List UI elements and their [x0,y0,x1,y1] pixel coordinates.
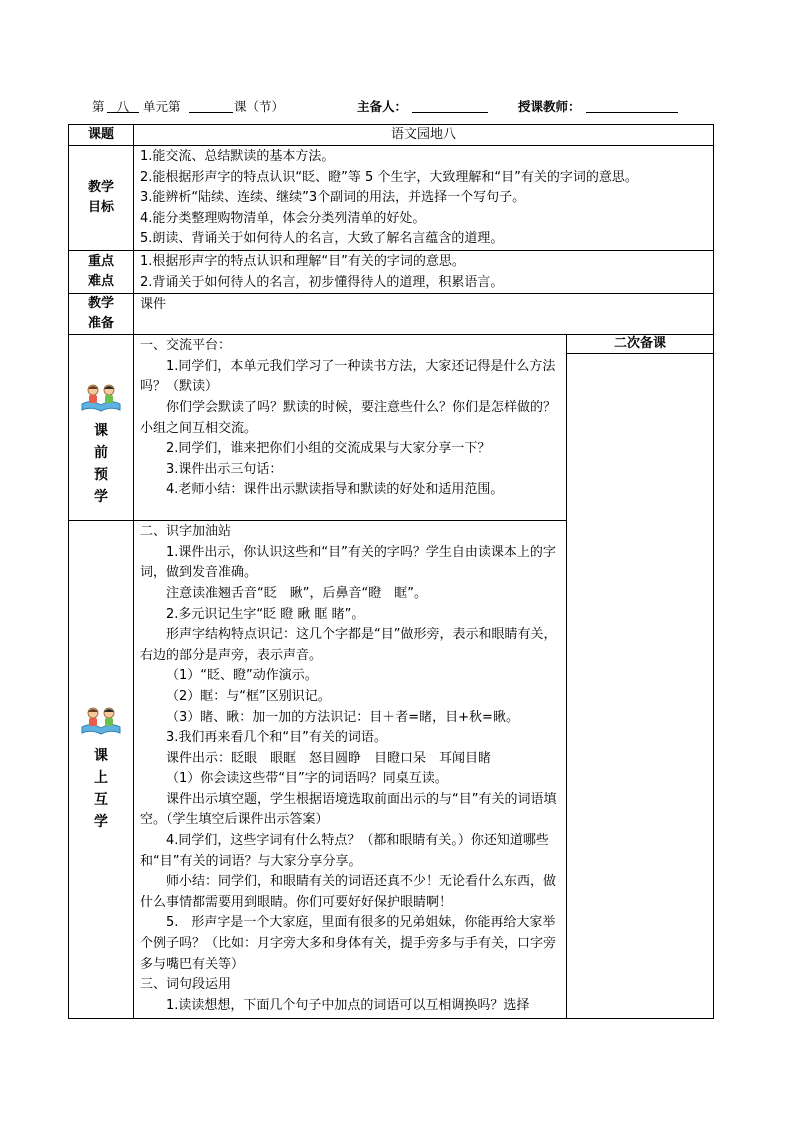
unit-mid: 单元第 [143,99,181,114]
paragraph: 一、交流平台： [140,338,232,354]
preparer-blank [412,97,488,113]
paragraph: （1）“眨、瞪”动作演示。 [166,668,318,684]
paragraph: 1.同学们，本单元我们学习了一种读书方法，大家还记得是什么方法吗？（默读） [140,358,556,395]
goal-item: 5.朗读、背诵关于如何待人的名言，大致了解名言蕴含的道理。 [140,231,504,247]
lesson-plan-table [68,124,714,1019]
paragraph: 2.同学们，谁来把你们小组的交流成果与大家分享一下？ [166,441,491,457]
topic-value: 语文园地八 [134,125,714,146]
key-point: 2.背诵关于如何待人的名言，初步懂得待人的道理，积累语言。 [140,274,504,290]
paragraph: 课件出示：眨眼 眼眶 怒目圆睁 目瞪口呆 耳闻目睹 [166,750,492,766]
paragraph: 你们学会默读了吗？默读的时候，要注意些什么？你们是怎样做的？小组之间互相交流。 [140,399,557,436]
key-label: 重点 难点 [69,250,134,293]
preview-row [69,335,714,521]
prep-row [69,294,714,335]
paragraph: 4.老师小结：课件出示默读指导和默读的好处和适用范围。 [166,482,504,498]
goals-label: 教学 目标 [69,146,134,251]
paragraph: 注意读准翘舌音“眨 瞅”，后鼻音“瞪 眶”。 [166,585,427,601]
goal-item: 3.能辨析“陆续、连续、继续”3个副词的用法，并选择一个写句子。 [140,190,526,206]
paragraph: 5. 形声字是一个大家庭，里面有很多的兄弟姐妹，你能再给大家举个例子吗？（比如：月字旁大多和身体有关，提手旁多与手有关，口字旁多与嘴巴有关等） [140,915,557,972]
paragraph: 师小结：同学们，和眼睛有关的词语还真不少！无论看什么东西，做什么事情都需要用到眼睛。你们可要好好保护眼睛啊！ [140,874,557,910]
goal-item: 1.能交流、总结默读的基本方法。 [140,149,335,164]
lesson-suffix: 课（节） [234,99,285,114]
paragraph: 二、识字加油站 [140,524,232,540]
key-points [134,250,714,293]
page-header [92,97,712,117]
paragraph: 形声字结构特点识记：这几个字都是“目”做形旁，表示和眼睛有关，右边的部分是声旁，表示声音。 [140,627,557,663]
lesson-blank [189,97,233,113]
topic-row [69,125,714,146]
unit-prefix: 第 [92,99,105,114]
paragraph: 1.读读想想，下面几个句子中加点的词语可以互相调换吗？选择 [166,997,530,1013]
paragraph: 三、词句段运用 [140,977,232,993]
paragraph: 3.我们再来看几个和“目”有关的词语。 [166,730,387,746]
preview-label: 课 前 预 学 [69,335,134,521]
goals-list [134,146,714,251]
kids-reading-icon [79,382,123,414]
paragraph: （3）睹、瞅：加一加的方法识记：目＋者=睹，目+秋=瞅。 [166,709,519,725]
prep-value: 课件 [134,294,714,335]
kids-reading-icon [79,705,123,737]
paragraph: （2）眶：与“框”区别识记。 [166,688,331,704]
teacher-label: 授课教师： [518,99,581,114]
classwork-label: 课 上 互 学 [69,521,134,1019]
unit-number: 八 [107,97,139,113]
paragraph: 课件出示填空题，学生根据语境选取前面出示的与“目”有关的词语填空。（学生填空后课件出示答案） [140,791,557,828]
classwork-content [134,521,567,1019]
key-point: 1.根据形声字的特点认识和理解“目”有关的字词的意思。 [140,253,465,269]
paragraph: （1）你会读这些带“目”字的词语吗？同桌互读。 [166,771,448,787]
prep-label: 教学 准备 [69,294,134,335]
goals-row [69,146,714,251]
paragraph: 2.多元识记生字“眨 瞪 瞅 眶 睹”。 [166,606,365,622]
paragraph: 3.课件出示三句话： [166,461,283,477]
preview-content [134,335,567,521]
topic-label: 课题 [69,125,134,146]
paragraph: 4.同学们，这些字词有什么特点？（都和眼睛有关。）你还知道哪些和“目”有关的词语？与大家分享分享。 [140,833,549,869]
second-prep-label: 二次备课 [567,335,713,354]
paragraph: 1.课件出示，你认识这些和“目”有关的字吗？学生自由读课本上的字词，做到发音准确。 [140,544,556,581]
teacher-blank [586,97,678,113]
goal-item: 2.能根据形声字的特点认识“眨、瞪”等 5 个生字，大致理解和“目”有关的字词的意思。 [140,169,638,185]
second-prep-column [567,335,714,1019]
goal-item: 4.能分类整理购物清单，体会分类列清单的好处。 [140,210,426,226]
key-row [69,250,714,293]
preparer-label: 主备人： [357,99,408,114]
